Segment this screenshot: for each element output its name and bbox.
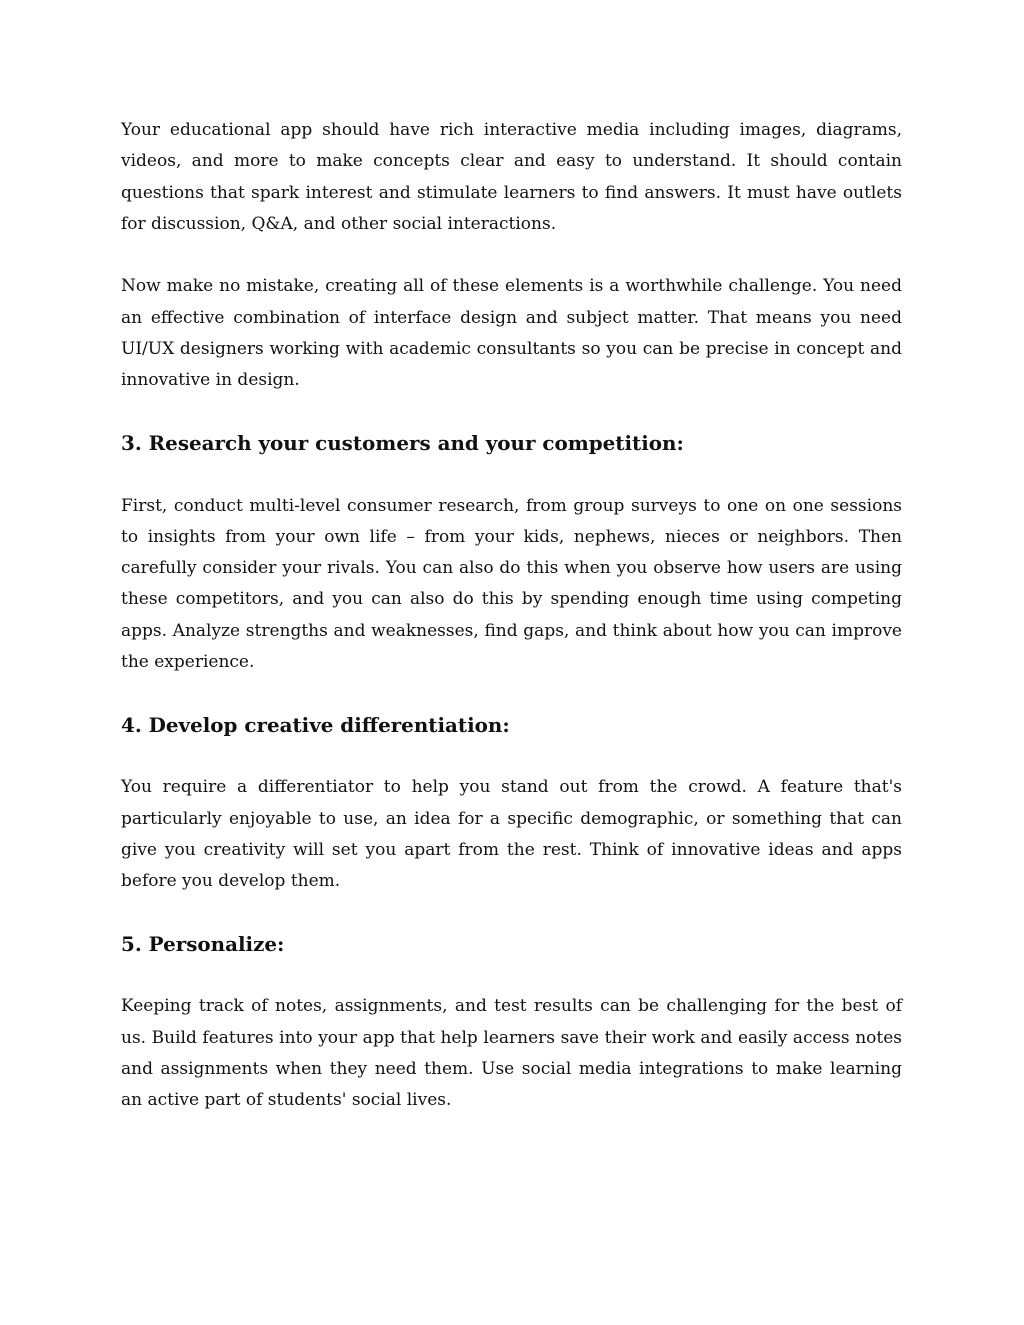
paragraph-personalize: Keeping track of notes, assignments, and test results can be challenging for the best of us. Build features into your app that help learners save their work and easily access notes and assignments when they need them. Use social media integrations to make learning an active part of students' social lives.: [121, 996, 902, 1111]
document-page: [121, 115, 902, 1148]
heading-research-customers: 3. Research your customers and your competition:: [121, 430, 684, 455]
heading-creative-differentiation: 4. Develop creative differentiation:: [121, 712, 510, 737]
paragraph-design-challenge: Now make no mistake, creating all of these elements is a worthwhile challenge. You need an effective combination of interface design and subject matter. That means you need UI/UX designers working with academic consultants so you can be precise in concept and innovative in design.: [121, 276, 902, 391]
paragraph-consumer-research: First, conduct multi-level consumer research, from group surveys to one on one sessions to insights from your own life – from your kids, nephews, nieces or neighbors. Then carefully consider your rivals. You can also do this when you observe how users are using these competitors, and you can also do this by spending enough time using competing apps. Analyze strengths and weaknesses, find gaps, and think about how you can improve the experience.: [121, 495, 902, 673]
paragraph-differentiator: You require a differentiator to help you stand out from the crowd. A feature that's particularly enjoyable to use, an idea for a specific demographic, or something that can give you creativity will set you apart from the rest. Think of innovative ideas and apps before you develop them.: [121, 777, 902, 892]
heading-personalize: 5. Personalize:: [121, 931, 285, 956]
paragraph-interactive-media: Your educational app should have rich interactive media including images, diagrams, videos, and more to make concepts clear and easy to understand. It should contain questions that spark interest and stimulate learners to find answers. It must have outlets for discussion, Q&A, and other social interactions.: [121, 120, 902, 234]
